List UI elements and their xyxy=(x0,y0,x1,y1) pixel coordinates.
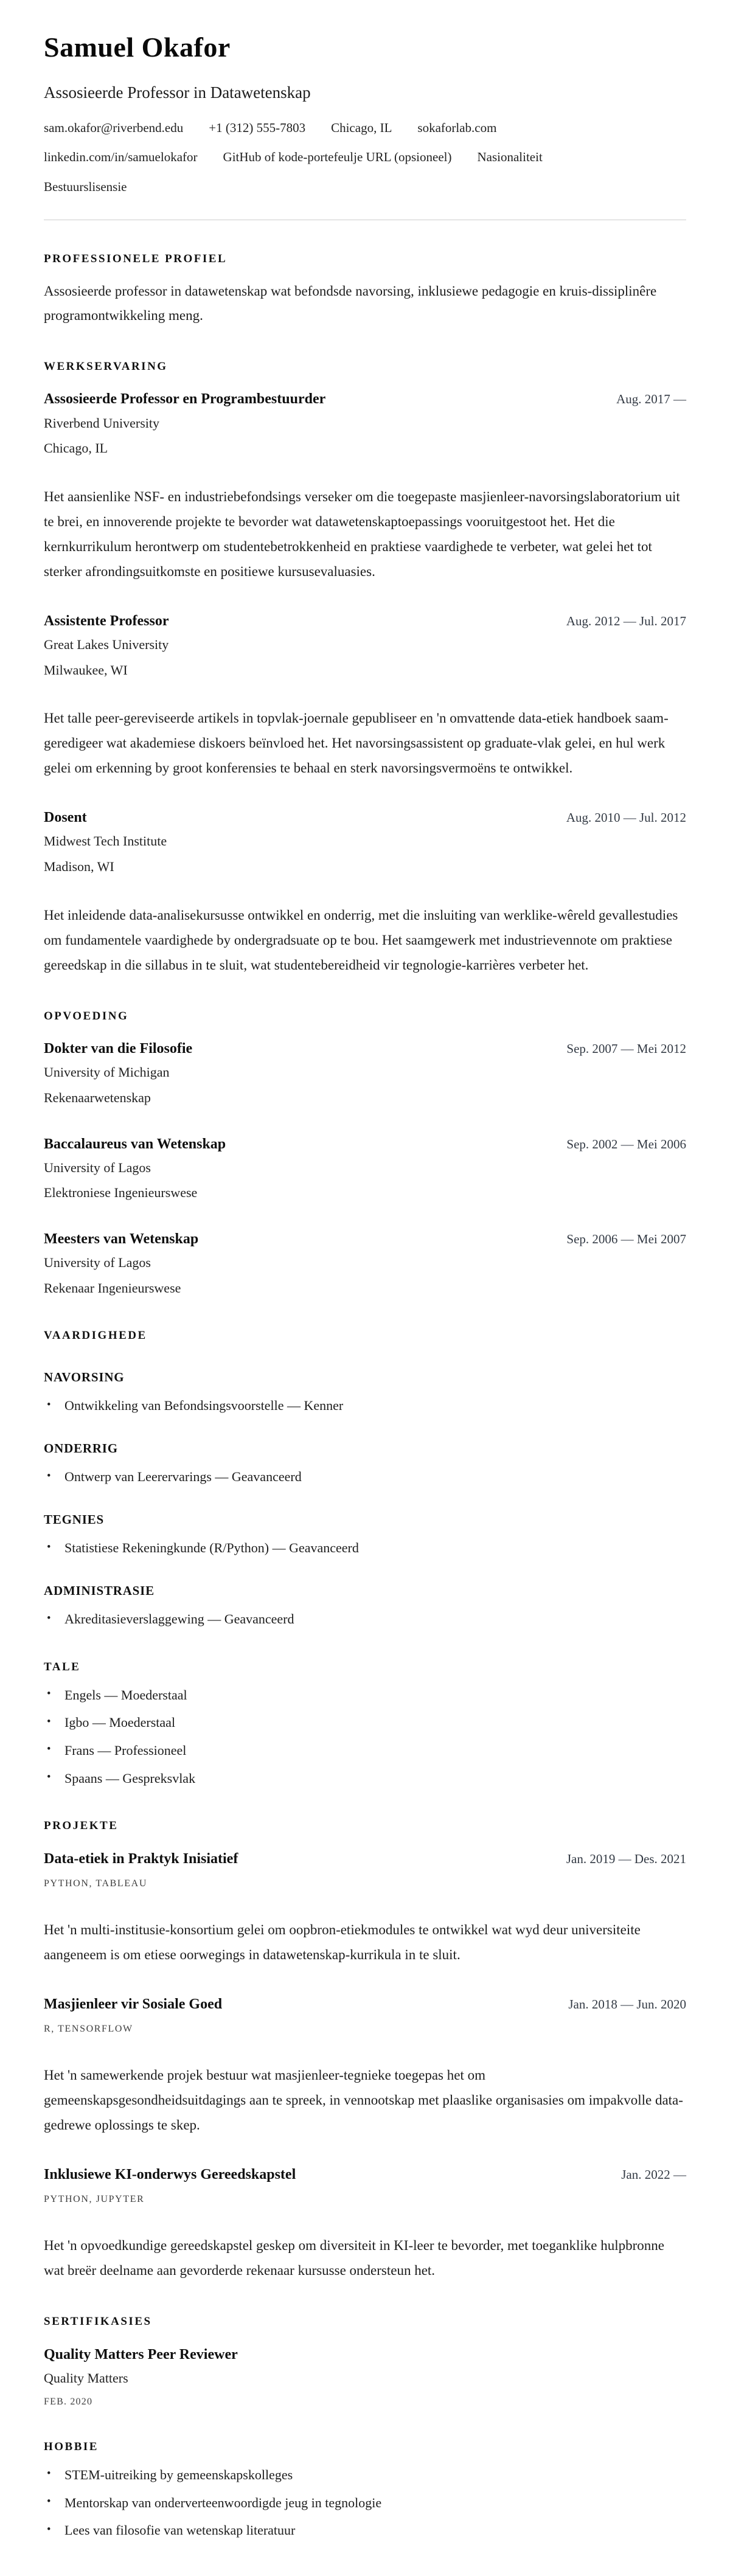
degree-field: Rekenaarwetenskap xyxy=(44,1089,151,1105)
job-org: Great Lakes University xyxy=(44,636,169,652)
skill-category-teaching: ONDERRIG xyxy=(44,1441,118,1456)
contact-row-2 xyxy=(44,148,686,165)
degree-title: Meesters van Wetenskap xyxy=(44,1231,199,1247)
degree-header xyxy=(44,1040,686,1058)
certification-title: Quality Matters Peer Reviewer xyxy=(44,2346,238,2362)
project-tech: PYTHON, TABLEAU xyxy=(44,1878,147,1889)
section-certifications xyxy=(44,2314,686,2408)
nationality-text: Nasionaliteit xyxy=(477,150,543,165)
skill-list-technical xyxy=(44,1539,686,1557)
job-header xyxy=(44,612,686,631)
project-date: Jan. 2019 — Des. 2021 xyxy=(566,1852,686,1867)
linkedin-text: linkedin.com/in/samuelokafor xyxy=(44,150,198,165)
section-projects xyxy=(44,1819,686,2283)
project-header xyxy=(44,1995,686,2014)
degree-entry xyxy=(44,1135,686,1202)
job-title: Dosent xyxy=(44,810,87,826)
project-title: Data-etiek in Praktyk Inisiatief xyxy=(44,1851,238,1867)
project-title: Inklusiewe KI-onderwys Gereedskapstel xyxy=(44,2167,296,2183)
job-date: Aug. 2017 — xyxy=(616,392,686,407)
project-description: Het 'n multi-institusie-konsortium gelei om oopbron-etiekmodules te ontwikkel wat wyd deur universiteite aangeneem is om etiese oorwegings in datawetenskap-kurrikula in te sluit. xyxy=(44,1922,641,1963)
skill-item: • Statistiese Rekeningkunde (R/Python) — Geavanceerd xyxy=(44,1539,686,1557)
job-org: Midwest Tech Institute xyxy=(44,833,167,849)
email-text: sam.okafor@riverbend.edu xyxy=(44,120,184,135)
language-item: • Igbo — Moederstaal xyxy=(44,1713,686,1732)
experience-heading: WERKSERVARING xyxy=(44,359,168,373)
contact-row-3 xyxy=(44,178,686,195)
degree-header xyxy=(44,1135,686,1154)
skills-heading: VAARDIGHEDE xyxy=(44,1329,147,1342)
person-title: Assosieerde Professor in Datawetenskap xyxy=(44,83,311,102)
section-skills xyxy=(44,1328,686,1628)
project-description: Het 'n opvoedkundige gereedskapstel geskep om diversiteit in KI-leer te bevorder, met toeganklike hulpbronne wat breër deelname aan gevorderde rekenaar kursusse ondersteun het. xyxy=(44,2238,665,2279)
job-title: Assistente Professor xyxy=(44,613,169,629)
language-item: • Frans — Professioneel xyxy=(44,1741,686,1760)
degree-date: Sep. 2006 — Mei 2007 xyxy=(566,1231,686,1246)
degree-entry xyxy=(44,1040,686,1106)
hobbies-heading: HOBBIE xyxy=(44,2440,99,2454)
degree-date: Sep. 2007 — Mei 2012 xyxy=(566,1041,686,1057)
hobby-item: • Lees van filosofie van wetenskap literatuur xyxy=(44,2521,686,2540)
degree-field: Elektroniese Ingenieurswese xyxy=(44,1185,198,1201)
certifications-heading: SERTIFIKASIES xyxy=(44,2315,152,2328)
project-entry xyxy=(44,1995,686,2137)
degree-entry xyxy=(44,1230,686,1297)
job-entry xyxy=(44,808,686,977)
language-item: • Spaans — Gespreksvlak xyxy=(44,1769,686,1788)
contact-row-1 xyxy=(44,119,686,136)
job-title: Assosieerde Professor en Programbestuurder xyxy=(44,391,326,408)
website-text: sokaforlab.com xyxy=(417,120,497,135)
section-education xyxy=(44,1009,686,1297)
profile-heading: PROFESSIONELE PROFIEL xyxy=(44,252,228,266)
degree-date: Sep. 2002 — Mei 2006 xyxy=(566,1136,686,1151)
job-location: Milwaukee, WI xyxy=(44,662,128,678)
language-list xyxy=(44,1686,686,1788)
person-name: Samuel Okafor xyxy=(44,32,231,63)
resume-header xyxy=(44,32,686,195)
project-header xyxy=(44,1850,686,1869)
project-header xyxy=(44,2165,686,2184)
section-experience xyxy=(44,359,686,977)
job-entry xyxy=(44,612,686,780)
degree-org: University of Lagos xyxy=(44,1159,151,1175)
section-hobbies xyxy=(44,2440,686,2540)
degree-title: Baccalaureus van Wetenskap xyxy=(44,1136,226,1152)
job-date: Aug. 2012 — Jul. 2017 xyxy=(566,613,686,628)
job-location: Chicago, IL xyxy=(44,440,108,456)
certification-date: FEB. 2020 xyxy=(44,2396,93,2407)
project-date: Jan. 2022 — xyxy=(621,2167,686,2182)
skill-list-research xyxy=(44,1397,686,1415)
job-description: Het talle peer-gereviseerde artikels in topvlak-joernale gepubliseer en 'n omvattende data-etiek handboek saam-geredigeer wat akademiese diskoers beïnvloed het. Het navorsingsassistent op graduate-vlak gelei, en hul werk gelei om erkenning by groot konferensies te behaal en sterk navorsingsvermoëns te ontwikkel. xyxy=(44,710,669,776)
profile-text: Assosieerde professor in datawetenskap wat befondsde navorsing, inklusiewe pedagogie en kruis-dissiplinêre programontwikkeling meng. xyxy=(44,283,657,323)
project-description: Het 'n samewerkende projek bestuur wat masjienleer-tegnieke toegepas het om gemeenskapsgesondheidsuitdagings aan te spreek, in vennootskap met plaaslike organisasies om impakvolle data-gedrewe oplossings te skep. xyxy=(44,2067,683,2133)
job-description: Het aansienlike NSF- en industriebefondsings verseker om die toegepaste masjienleer-navorsingslaboratorium uit te brei, en innoverende projekte te bevorder wat datawetenskaptoepassings vooruitgestoot het. Het die kernkurrikulum herontwerp om studentebetrokkenheid en praktiese vaardighede te verbeter, wat gelei het tot sterker afrondingsuitkomste en positiewe kursusevaluasies. xyxy=(44,488,680,579)
skill-list-teaching xyxy=(44,1468,686,1486)
degree-title: Dokter van die Filosofie xyxy=(44,1041,193,1057)
phone-text: +1 (312) 555-7803 xyxy=(209,120,306,135)
job-date: Aug. 2010 — Jul. 2012 xyxy=(566,810,686,825)
job-header xyxy=(44,390,686,409)
job-description: Het inleidende data-analisekursusse ontwikkel en onderrig, met die insluiting van werklike-wêreld gevallestudies om fundamentele vaardighede by ondergradsuate op te bou. Het saamgewerk met industrievennote om praktiese gereedskap in die sillabus in te sluit, wat studentebereidheid vir tegnologie-karrières verbeter het. xyxy=(44,907,678,973)
project-entry xyxy=(44,1850,686,1967)
project-entry xyxy=(44,2165,686,2283)
skill-item: • Akreditasieverslaggewing — Geavanceerd xyxy=(44,1610,686,1628)
degree-header xyxy=(44,1230,686,1249)
languages-heading: TALE xyxy=(44,1660,81,1673)
certification-org: Quality Matters xyxy=(44,2370,128,2386)
skill-item: • Ontwerp van Leerervarings — Geavanceerd xyxy=(44,1468,686,1486)
location-text: Chicago, IL xyxy=(331,120,392,135)
skill-category-technical: TEGNIES xyxy=(44,1512,104,1527)
project-title: Masjienleer vir Sosiale Goed xyxy=(44,1996,223,2013)
license-text: Bestuurslisensie xyxy=(44,179,127,194)
degree-org: University of Michigan xyxy=(44,1064,170,1080)
degree-field: Rekenaar Ingenieurswese xyxy=(44,1280,181,1296)
job-header xyxy=(44,808,686,827)
hobby-list xyxy=(44,2466,686,2540)
project-tech: PYTHON, JUPYTER xyxy=(44,2194,145,2205)
section-profile xyxy=(44,252,686,328)
language-item: • Engels — Moederstaal xyxy=(44,1686,686,1704)
certification-entry xyxy=(44,2345,686,2409)
project-date: Jan. 2018 — Jun. 2020 xyxy=(568,1997,686,2012)
project-tech: R, TENSORFLOW xyxy=(44,2024,133,2035)
job-location: Madison, WI xyxy=(44,858,114,874)
job-org: Riverbend University xyxy=(44,415,160,431)
hobby-item: • Mentorskap van onderverteenwoordigde jeug in tegnologie xyxy=(44,2494,686,2512)
education-heading: OPVOEDING xyxy=(44,1009,129,1022)
github-placeholder-text: GitHub of kode-portefeulje URL (opsioneel) xyxy=(223,150,452,165)
projects-heading: PROJEKTE xyxy=(44,1819,119,1833)
skill-category-research: NAVORSING xyxy=(44,1370,125,1385)
degree-org: University of Lagos xyxy=(44,1255,151,1271)
job-entry xyxy=(44,390,686,583)
section-languages xyxy=(44,1660,686,1787)
skill-category-administration: ADMINISTRASIE xyxy=(44,1583,155,1598)
skill-item: • Ontwikkeling van Befondsingsvoorstelle — Kenner xyxy=(44,1397,686,1415)
skill-list-administration xyxy=(44,1610,686,1628)
hobby-item: • STEM-uitreiking by gemeenskapskolleges xyxy=(44,2466,686,2484)
